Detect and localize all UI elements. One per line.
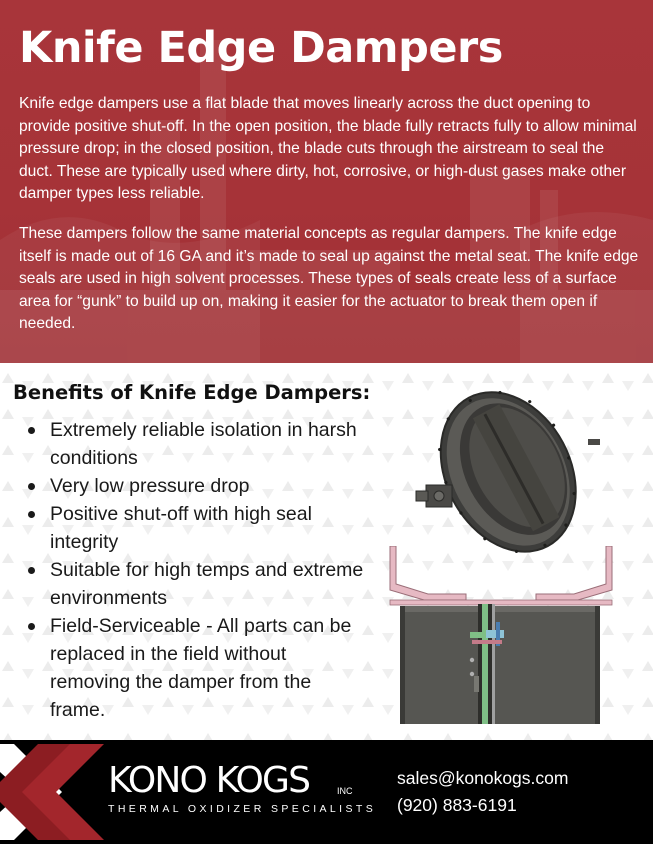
- bullet-icon: [28, 567, 35, 574]
- contact-phone[interactable]: (920) 883-6191: [397, 795, 517, 815]
- benefit-item: Extremely reliable isolation in harsh conditions: [24, 416, 364, 472]
- bullet-icon: [28, 427, 35, 434]
- intro-paragraph: Knife edge dampers use a flat blade that moves linearly across the duct opening to provide positive shut-off. In the open position, the blade fully retracts fully to allow minimal pressure drop; in the closed position, the blade cuts through the airstream to seal the duct. These are typically used where dirty, hot, corrosive, or high-dust gases make other damper types less reliable.: [19, 95, 637, 202]
- benefit-item: Positive shut-off with high seal integrity: [24, 500, 364, 556]
- bullet-icon: [28, 483, 35, 490]
- benefit-item: Very low pressure drop: [24, 472, 364, 500]
- page-title: Knife Edge Dampers: [19, 23, 503, 73]
- hero-banner: [0, 0, 653, 363]
- contact-email[interactable]: sales@konokogs.com: [397, 768, 569, 788]
- company-suffix: INC: [337, 786, 353, 796]
- damper-section-diagram: [388, 546, 614, 724]
- chevron-logo-mark: [0, 740, 120, 844]
- benefits-heading: Benefits of Knife Edge Dampers:: [13, 381, 371, 404]
- benefit-item: Field-Serviceable - All parts can be replaced in the field without removing the damper from the frame.: [24, 612, 364, 724]
- company-logo-text: KONO KOGS: [108, 760, 310, 801]
- benefits-section: [0, 363, 653, 740]
- benefits-list: [24, 416, 364, 724]
- footer-bar: [0, 740, 653, 844]
- bullet-icon: [28, 623, 35, 630]
- materials-paragraph: These dampers follow the same material concepts as regular dampers. The knife edge itself is made out of 16 GA and it’s made to seal up against the metal seat. The knife edge seals are used in high solvent processes. These types of seals create less of a surface area for “gunk” to build up on, making it easier for the actuator to break them open if needed.: [19, 225, 639, 332]
- knife-edge-damper-render: [412, 381, 602, 559]
- benefit-item: Suitable for high temps and extreme environments: [24, 556, 364, 612]
- bullet-icon: [28, 511, 35, 518]
- company-tagline: THERMAL OXIDIZER SPECIALISTS: [108, 803, 377, 815]
